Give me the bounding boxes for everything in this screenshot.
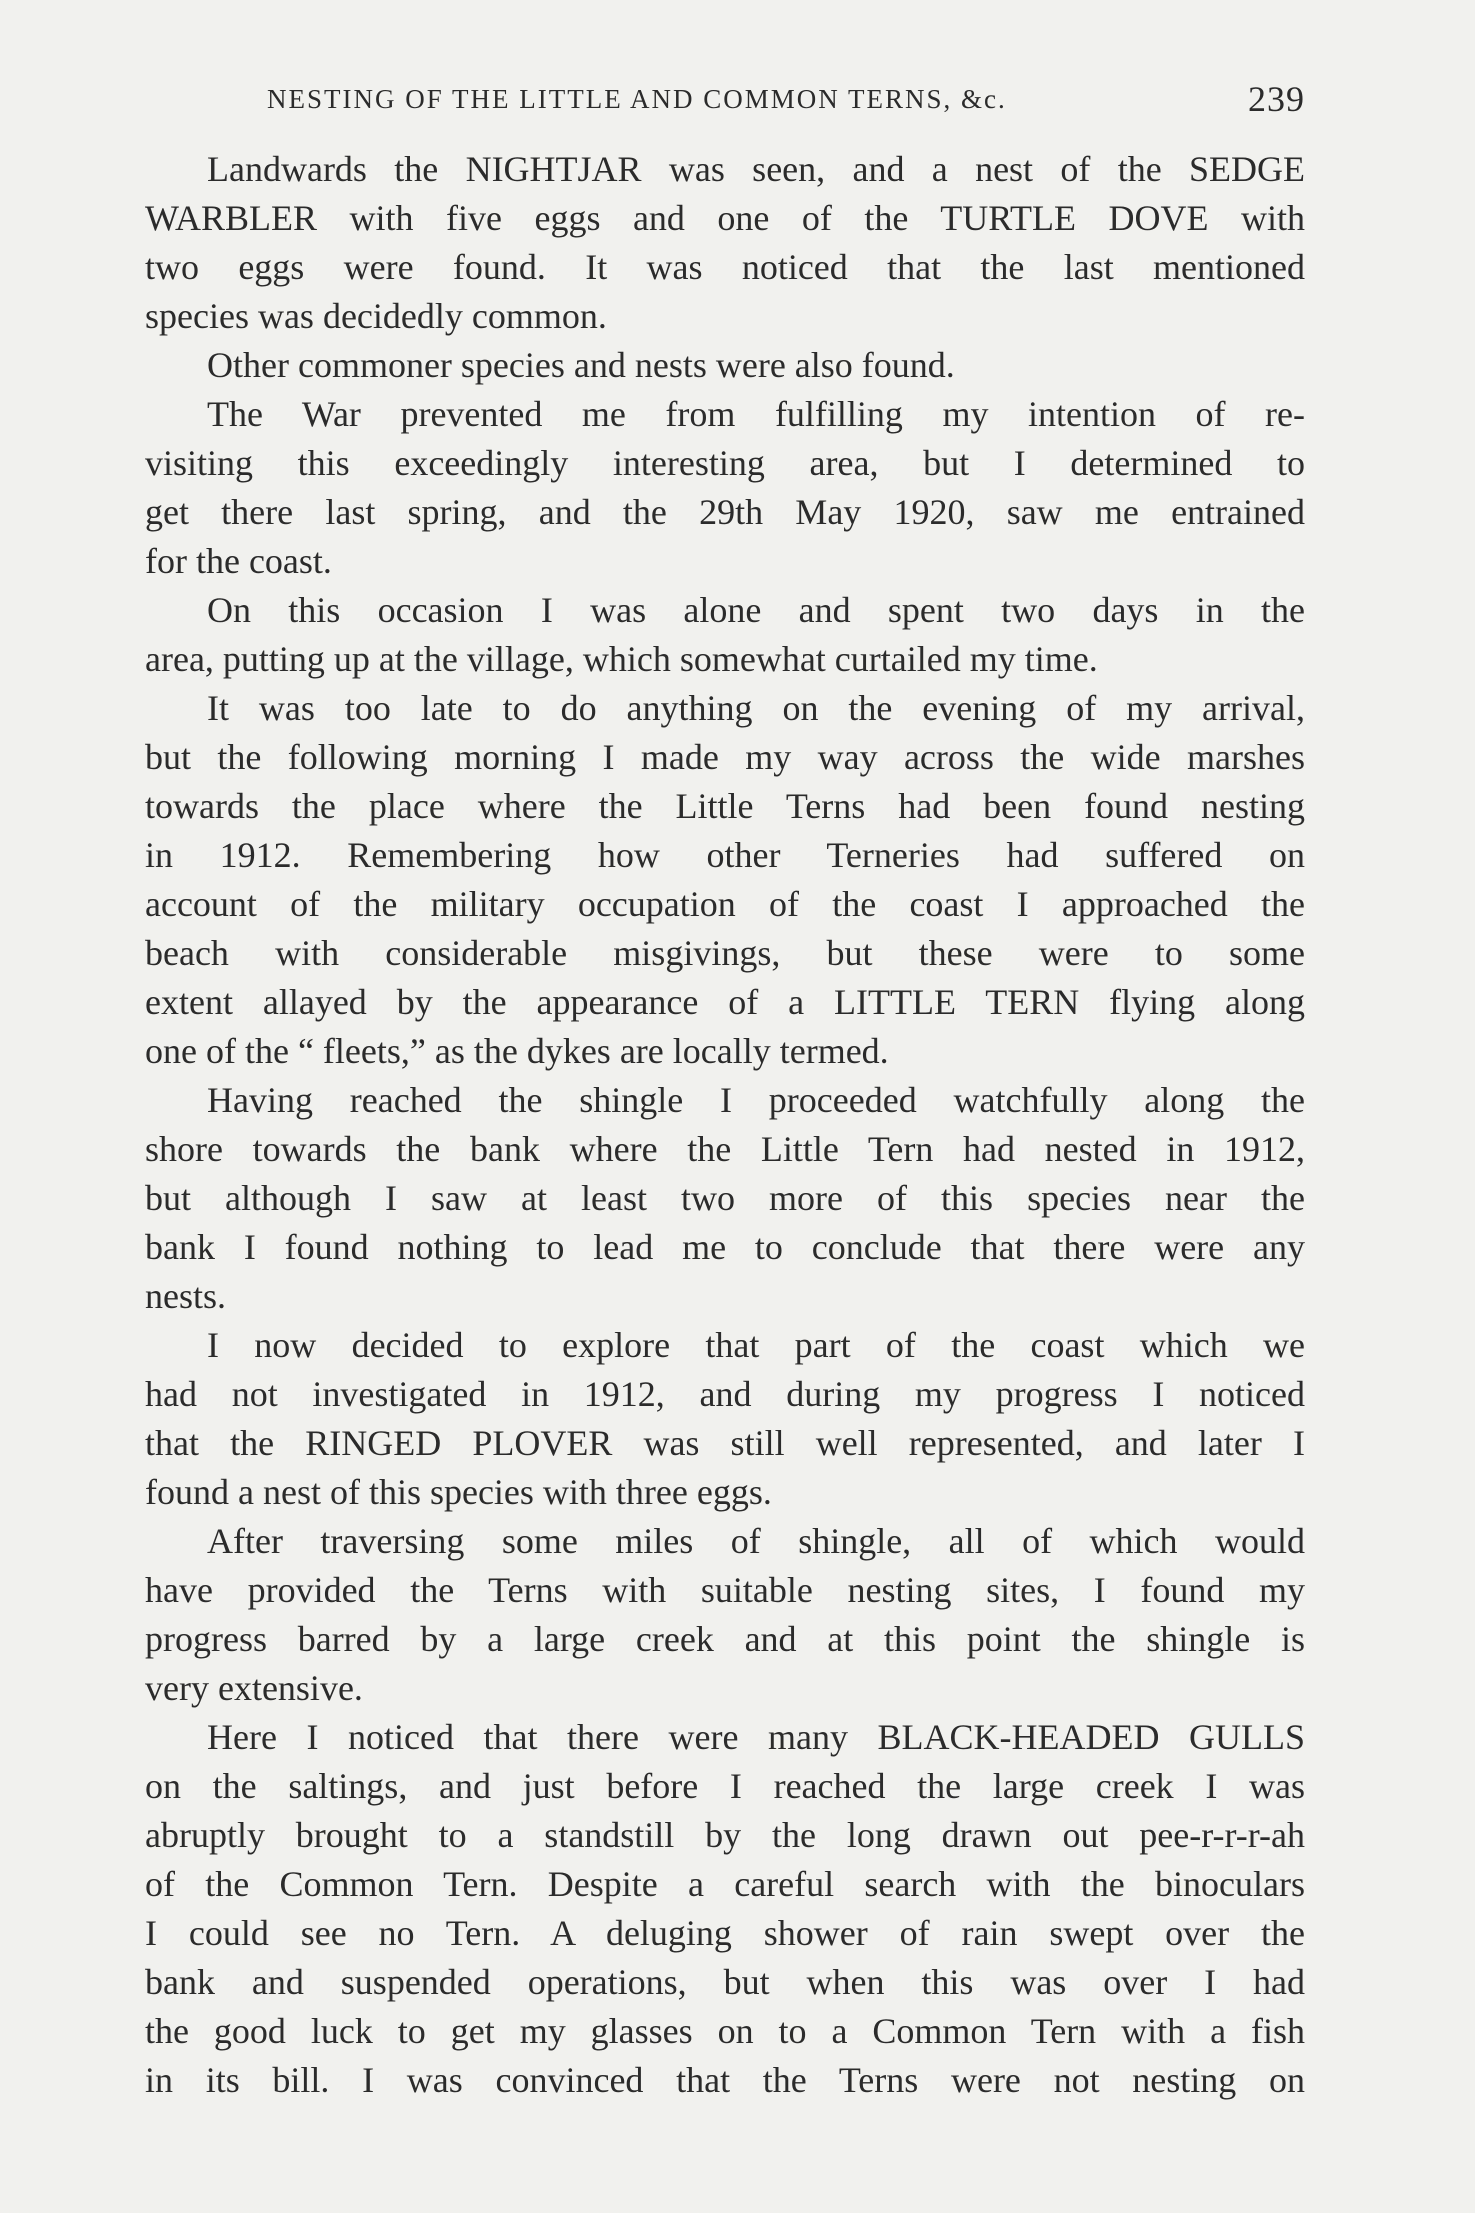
page-number: 239	[1248, 79, 1305, 119]
text-line: I now decided to explore that part of the coast which we	[207, 1325, 1305, 1365]
text-line: extent allayed by the appearance of a LITTLE TERN flying along	[145, 982, 1305, 1022]
text-line: in its bill. I was convinced that the Terns were not nesting on	[145, 2060, 1305, 2100]
text-line: the good luck to get my glasses on to a Common Tern with a fish	[145, 2011, 1305, 2051]
text-line: shore towards the bank where the Little Tern had nested in 1912,	[145, 1129, 1305, 1169]
text-line: bank I found nothing to lead me to conclude that there were any	[145, 1227, 1305, 1267]
text-line: Here I noticed that there were many BLACK-HEADED GULLS	[207, 1717, 1305, 1757]
text-line: that the RINGED PLOVER was still well represented, and later I	[145, 1423, 1305, 1463]
running-title: NESTING OF THE LITTLE AND COMMON TERNS, &c.	[267, 84, 1007, 114]
text-line: WARBLER with five eggs and one of the TURTLE DOVE with	[145, 198, 1305, 238]
text-line: Other commoner species and nests were also found.	[207, 345, 955, 385]
text-line: Landwards the NIGHTJAR was seen, and a nest of the SEDGE	[207, 149, 1305, 189]
text-line: bank and suspended operations, but when this was over I had	[145, 1962, 1305, 2002]
text-line: one of the “ fleets,” as the dykes are locally termed.	[145, 1031, 889, 1071]
text-line: progress barred by a large creek and at this point the shingle is	[145, 1619, 1305, 1659]
text-line: had not investigated in 1912, and during my progress I noticed	[145, 1374, 1305, 1414]
text-line: account of the military occupation of the coast I approached the	[145, 884, 1305, 924]
text-line: very extensive.	[145, 1668, 363, 1708]
text-line: have provided the Terns with suitable nesting sites, I found my	[145, 1570, 1305, 1610]
text-line: but the following morning I made my way across the wide marshes	[145, 737, 1305, 777]
text-line: It was too late to do anything on the evening of my arrival,	[207, 688, 1305, 728]
text-line: The War prevented me from fulfilling my intention of re-	[207, 394, 1305, 434]
text-line: towards the place where the Little Terns had been found nesting	[145, 786, 1305, 826]
text-line: nests.	[145, 1276, 226, 1316]
text-line: I could see no Tern. A deluging shower of rain swept over the	[145, 1913, 1305, 1953]
text-line: On this occasion I was alone and spent two days in the	[207, 590, 1305, 630]
text-line: found a nest of this species with three eggs.	[145, 1472, 772, 1512]
text-line: get there last spring, and the 29th May 1920, saw me entrained	[145, 492, 1305, 532]
text-line: but although I saw at least two more of this species near the	[145, 1178, 1305, 1218]
text-line: of the Common Tern. Despite a careful search with the binoculars	[145, 1864, 1305, 1904]
text-line: beach with considerable misgivings, but these were to some	[145, 933, 1305, 973]
text-line: abruptly brought to a standstill by the long drawn out pee-r-r-r-ah	[145, 1815, 1305, 1855]
text-line: After traversing some miles of shingle, all of which would	[207, 1521, 1305, 1561]
text-line: Having reached the shingle I proceeded watchfully along the	[207, 1080, 1305, 1120]
text-line: species was decidedly common.	[145, 296, 607, 336]
text-line: on the saltings, and just before I reached the large creek I was	[145, 1766, 1305, 1806]
text-line: for the coast.	[145, 541, 332, 581]
text-line: area, putting up at the village, which somewhat curtailed my time.	[145, 639, 1098, 679]
running-head	[145, 78, 1305, 122]
text-line: visiting this exceedingly interesting area, but I determined to	[145, 443, 1305, 483]
body-text	[145, 145, 1305, 2105]
text-line: in 1912. Remembering how other Terneries had suffered on	[145, 835, 1305, 875]
text-line: two eggs were found. It was noticed that the last mentioned	[145, 247, 1305, 287]
